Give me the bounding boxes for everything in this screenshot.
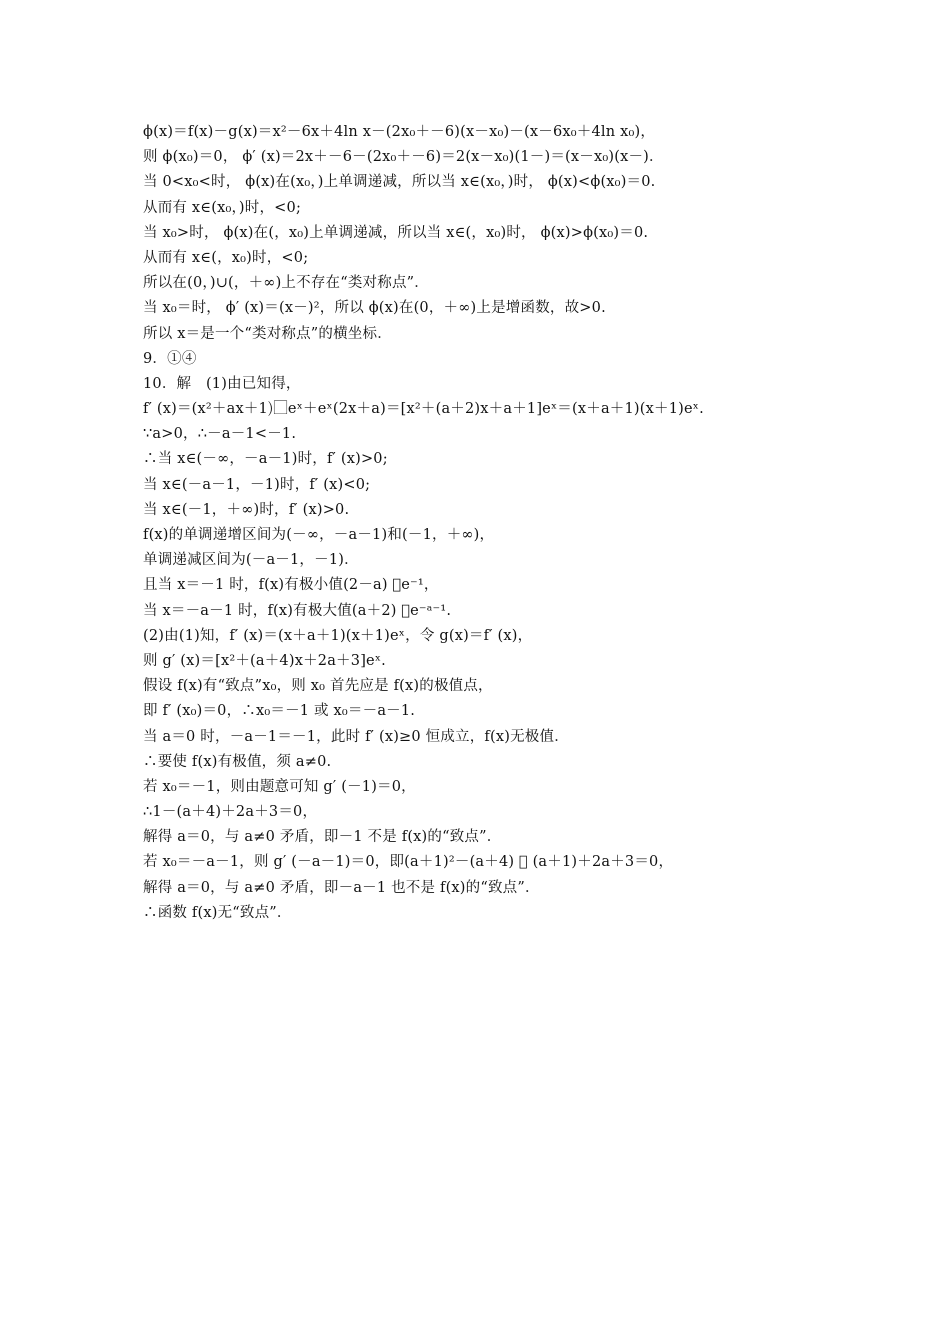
text-line: 从而有 x∈(x₀，)时，<0; bbox=[143, 199, 302, 216]
text-line: ∴函数 f(x)无“致点”． bbox=[143, 904, 292, 921]
text-line: 若 x₀＝－a－1，则 g′ (－a－1)＝0，即(a＋1)²－(a＋4) ⃞ (a＋1)＋2a＋3＝0， bbox=[143, 854, 674, 871]
text-line: 若 x₀＝－1，则由题意可知 g′ (－1)＝0， bbox=[143, 778, 416, 795]
text-line: 当 x＝－a－1 时，f(x)有极大值(a＋2) ⃞e⁻ᵃ⁻¹. bbox=[143, 602, 452, 619]
text-line: 当 x∈(－1，＋∞)时，f′ (x)>0. bbox=[143, 501, 350, 518]
text-line: 当 x₀>时， ϕ(x)在(，x₀)上单调递减，所以当 x∈(，x₀)时， ϕ(x)>ϕ(x₀)＝0. bbox=[143, 224, 649, 241]
text-line: 则 g′ (x)＝[x²＋(a＋4)x＋2a＋3]eˣ. bbox=[143, 652, 386, 669]
solution-text bbox=[143, 120, 923, 926]
text-line: 解得 a＝0，与 a≠0 矛盾，即－1 不是 f(x)的“致点”． bbox=[143, 829, 502, 846]
text-line: f(x)的单调递增区间为(－∞，－a－1)和(－1，＋∞)， bbox=[143, 527, 495, 543]
text-line: 即 f′ (x₀)＝0，∴x₀＝－1 或 x₀＝－a－1. bbox=[143, 703, 416, 720]
text-line: 所以在(0，)∪(，＋∞)上不存在“类对称点”． bbox=[143, 275, 429, 292]
text-line: f′ (x)＝(x²＋ax＋1)⃞eˣ＋eˣ(2x＋a)＝[x²＋(a＋2)x＋a＋1]eˣ＝(x＋a＋1)(x＋1)eˣ. bbox=[143, 401, 704, 418]
text-line: 解得 a＝0，与 a≠0 矛盾，即－a－1 也不是 f(x)的“致点”． bbox=[143, 879, 540, 896]
text-line: 单调递减区间为(－a－1，－1)． bbox=[143, 552, 359, 569]
text-line: ϕ(x)＝f(x)－g(x)＝x²－6x＋4ln x－(2x₀＋－6)(x－x₀)－(x－6x₀＋4ln x₀)， bbox=[143, 124, 656, 140]
problem-10-heading: 10．解 (1)由已知得， bbox=[143, 375, 301, 392]
text-line: 当 x∈(－a－1，－1)时，f′ (x)<0; bbox=[143, 476, 371, 493]
answer-9: 9．①④ bbox=[143, 350, 197, 367]
text-line: ∴1－(a＋4)＋2a＋3＝0， bbox=[143, 804, 318, 821]
text-line: 假设 f(x)有“致点”x₀，则 x₀ 首先应是 f(x)的极值点， bbox=[143, 678, 493, 695]
text-line: 所以 x＝是一个“类对称点”的横坐标． bbox=[143, 325, 392, 342]
text-line: ∵a>0，∴－a－1<－1. bbox=[143, 426, 297, 443]
text-line: 且当 x＝－1 时，f(x)有极小值(2－a) ⃞e⁻¹， bbox=[143, 577, 439, 594]
text-line: 则 ϕ(x₀)＝0， ϕ′ (x)＝2x＋－6－(2x₀＋－6)＝2(x－x₀)(1－)＝(x－x₀)(x－)． bbox=[143, 149, 664, 166]
text-line: 从而有 x∈(，x₀)时，<0; bbox=[143, 249, 309, 266]
text-line: 当 a＝0 时，－a－1＝－1，此时 f′ (x)≥0 恒成立，f(x)无极值． bbox=[143, 728, 569, 745]
text-line: ∴当 x∈(－∞，－a－1)时，f′ (x)>0; bbox=[143, 451, 388, 468]
text-line: ∴要使 f(x)有极值，须 a≠0. bbox=[143, 753, 332, 770]
text-line: 当 x₀＝时， ϕ′ (x)＝(x－)²，所以 ϕ(x)在(0，＋∞)上是增函数，故>0. bbox=[143, 300, 606, 317]
text-line: 当 0<x₀<时， ϕ(x)在(x₀，)上单调递减，所以当 x∈(x₀，)时， ϕ(x)<ϕ(x₀)＝0. bbox=[143, 174, 656, 191]
text-line: (2)由(1)知，f′ (x)＝(x＋a＋1)(x＋1)eˣ，令 g(x)＝f′ (x)， bbox=[143, 627, 533, 644]
